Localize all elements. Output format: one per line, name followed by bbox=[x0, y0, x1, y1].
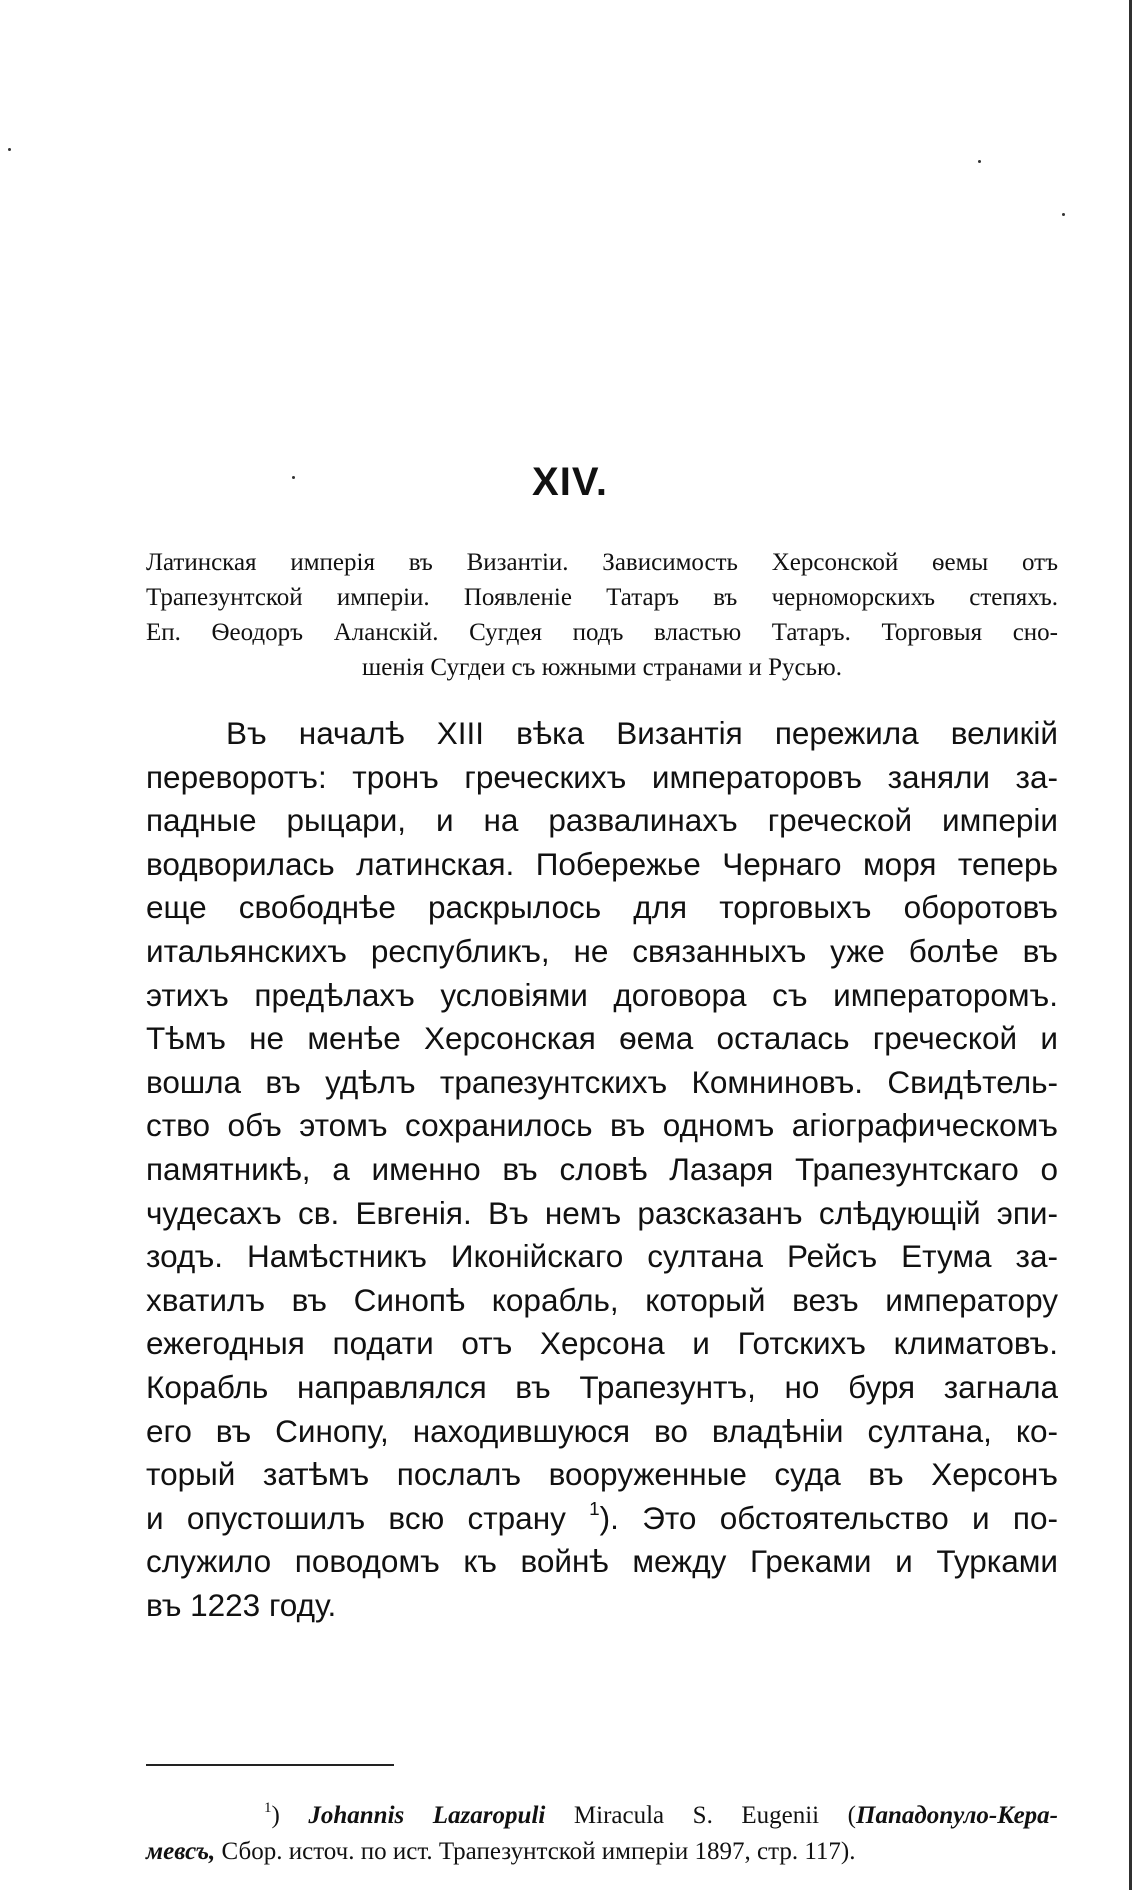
body-line: въ 1223 году. bbox=[146, 1586, 337, 1623]
body-line-with-note bbox=[146, 1497, 1058, 1541]
summary-line: Трапезунтской имперіи. Появленіе Татаръ въ черноморскихъ степяхъ. bbox=[146, 584, 1058, 611]
footnote-marker: 1 bbox=[264, 1799, 272, 1816]
body-line: водворилась латинская. Побережье Чернаго моря теперь bbox=[146, 845, 1058, 882]
body-line: торый затѣмъ послалъ вооруженные суда въ Херсонъ bbox=[146, 1456, 1058, 1493]
page-edge-shadow bbox=[1129, 0, 1132, 1890]
footnote-marker-close: ) bbox=[271, 1802, 280, 1829]
body-line: падные рыцари, и на развалинахъ греческой имперіи bbox=[146, 802, 1058, 839]
body-line: зодъ. Намѣстникъ Иконійскаго султана Рейсъ Етума за- bbox=[146, 1238, 1058, 1275]
footnote-source: Сбор. источ. по ист. Трапезунтской имперіи 1897, стр. 117). bbox=[221, 1838, 856, 1865]
body-line: Тѣмъ не менѣе Херсонская ѳема осталась греческой и bbox=[146, 1020, 1058, 1057]
footnote-title: Miracula S. Eugenii ( bbox=[573, 1802, 856, 1829]
body-paragraph bbox=[146, 712, 1058, 1627]
body-line: хватилъ въ Синопѣ корабль, который везъ императору bbox=[146, 1281, 1058, 1318]
body-text-run: и опустошилъ всю страну bbox=[146, 1499, 590, 1536]
body-line: ежегодныя подати отъ Херсона и Готскихъ климатовъ. bbox=[146, 1325, 1058, 1362]
body-line: вошла въ удѣлъ трапезунтскихъ Комниновъ. Свидѣтель- bbox=[146, 1063, 1058, 1100]
body-line: его въ Синопу, находившуюся во владѣніи султана, ко- bbox=[146, 1412, 1058, 1449]
footnote bbox=[146, 1798, 1058, 1870]
scan-speck bbox=[978, 160, 981, 163]
summary-line: шенія Сугдеи съ южными странами и Русью. bbox=[362, 654, 842, 681]
body-text-run: ). Это обстоятельство и по- bbox=[599, 1499, 1058, 1536]
body-line: еще свободнѣе раскрылось для торговыхъ оборотовъ bbox=[146, 889, 1058, 926]
body-line: Корабль направлялся въ Трапезунтъ, но буря загнала bbox=[146, 1368, 1058, 1405]
body-line: служило поводомъ къ войнѣ между Греками и Турками bbox=[146, 1543, 1058, 1580]
footnote-reference[interactable]: 1 bbox=[589, 1498, 600, 1520]
footnote-author: Johannis Lazaropuli bbox=[308, 1802, 546, 1829]
chapter-summary bbox=[146, 545, 1058, 685]
summary-line: Еп. Ѳеодоръ Аланскій. Сугдея подъ властью Татаръ. Торговыя сно- bbox=[146, 619, 1058, 646]
body-line: памятникѣ, а именно въ словѣ Лазаря Трапезунтскаго о bbox=[146, 1150, 1058, 1187]
body-line: Въ началѣ XIII вѣка Византія пережила великій bbox=[226, 715, 1058, 751]
footnote-line bbox=[146, 1798, 1058, 1834]
footnote-separator bbox=[146, 1764, 394, 1766]
body-line: итальянскихъ республикъ, не связанныхъ уже болѣе въ bbox=[146, 932, 1058, 969]
footnote-editor: Пападопуло-Кера- bbox=[856, 1802, 1058, 1829]
footnote-editor-cont: мевсъ, bbox=[146, 1838, 216, 1865]
scan-speck bbox=[8, 148, 11, 151]
body-line: этихъ предѣлахъ условіями договора съ императоромъ. bbox=[146, 976, 1058, 1013]
body-line: ство объ этомъ сохранилось въ одномъ агіографическомъ bbox=[146, 1107, 1058, 1144]
scan-speck bbox=[1062, 213, 1065, 216]
summary-line: Латинская имперія въ Византіи. Зависимость Херсонской ѳемы отъ bbox=[146, 549, 1058, 576]
footnote-line bbox=[146, 1834, 1058, 1870]
body-line: чудесахъ св. Евгенія. Въ немъ разсказанъ слѣдующій эпи- bbox=[146, 1194, 1058, 1231]
chapter-number: XIV. bbox=[532, 460, 608, 504]
body-line: переворотъ: тронъ греческихъ императоровъ заняли за- bbox=[146, 758, 1058, 795]
